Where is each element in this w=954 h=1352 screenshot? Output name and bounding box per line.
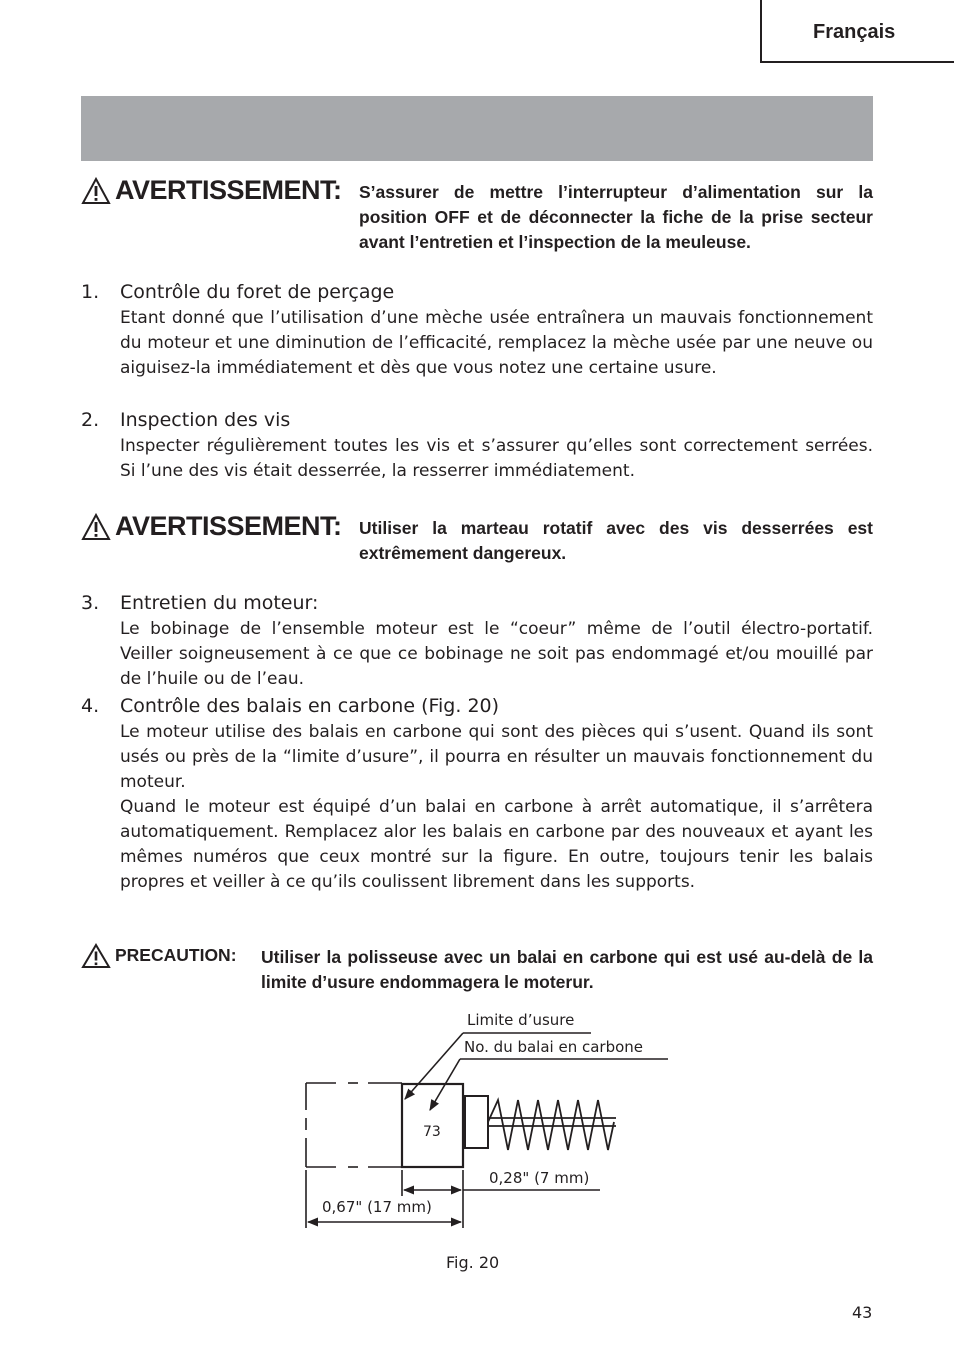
precaution-label: PRECAUTION: — [115, 945, 237, 965]
item-paragraph: Quand le moteur est équipé d’un balai en carbone à arrêt automatique, il s’arrêtera automatiquement. Remplacez alor les balais en carbone par des nouveaux et ayant les mêmes numéros que ceux montré sur la figure. En outre, toujours tenir les balais propres et veiller à ce qu’ils coulissent librement dans les supports. — [120, 797, 873, 892]
item-number: 1. — [81, 281, 100, 303]
item-title: Entretien du moteur: — [120, 592, 319, 614]
wear-limit-label: Limite d’usure — [467, 1011, 575, 1029]
warning-text: S’assurer de mettre l’interrupteur d’alimentation sur la position OFF et de déconnecter la fiche de la prise secteur avant l’entretien et l’inspection de la meuleuse. — [359, 182, 873, 252]
page-number: 43 — [852, 1303, 873, 1322]
item-title: Contrôle du foret de perçage — [120, 281, 395, 303]
dimension-small-label: 0,28" (7 mm) — [489, 1169, 590, 1187]
figure-caption: Fig. 20 — [446, 1253, 500, 1272]
item-title: Contrôle des balais en carbone (Fig. 20) — [120, 695, 500, 717]
item-paragraph: Le moteur utilise des balais en carbone qui sont des pièces qui s’usent. Quand ils sont usés ou près de la “limite d’usure”, il pourra en résulter un mauvais fonctionnement du moteur. — [120, 722, 873, 792]
warning-title: AVERTISSEMENT: — [115, 511, 342, 541]
item-number: 3. — [81, 592, 100, 614]
dimension-large-label: 0,67" (17 mm) — [322, 1198, 432, 1216]
language-label: Français — [813, 21, 896, 43]
item-text: Le bobinage de l’ensemble moteur est le “coeur” même de l’outil électro-portatif. Veiller soigneusement à ce que ce bobinage ne soit pas endommagé et/ou mouillé par de l’huile ou de l’eau. — [120, 619, 873, 689]
brush-number-label: No. du balai en carbone — [464, 1038, 644, 1056]
item-text: Etant donné que l’utilisation d’une mèche usée entraînera un mauvais fonctionnement du moteur et une diminution de l’efficacité, remplacez la mèche usée par une neuve ou aiguisez-la immédiatement et dès que vous notez une certaine usure. — [120, 308, 873, 378]
precaution-text: Utiliser la polisseuse avec un balai en carbone qui est usé au-delà de la limite d’usure endommagera le moterur. — [261, 947, 873, 992]
item-number: 4. — [81, 695, 100, 717]
warning-text: Utiliser la marteau rotatif avec des vis desserrées est extrêmement dangereux. — [359, 518, 873, 563]
item-title: Inspection des vis — [120, 409, 291, 431]
warning-title: AVERTISSEMENT: — [115, 175, 342, 205]
item-text: Inspecter régulièrement toutes les vis et s’assurer qu’elles sont correctement serrées. Si l’une des vis était desserrée, la resserrer immédiatement. — [120, 436, 873, 481]
brush-number-value: 73 — [423, 1124, 441, 1140]
item-number: 2. — [81, 409, 100, 431]
